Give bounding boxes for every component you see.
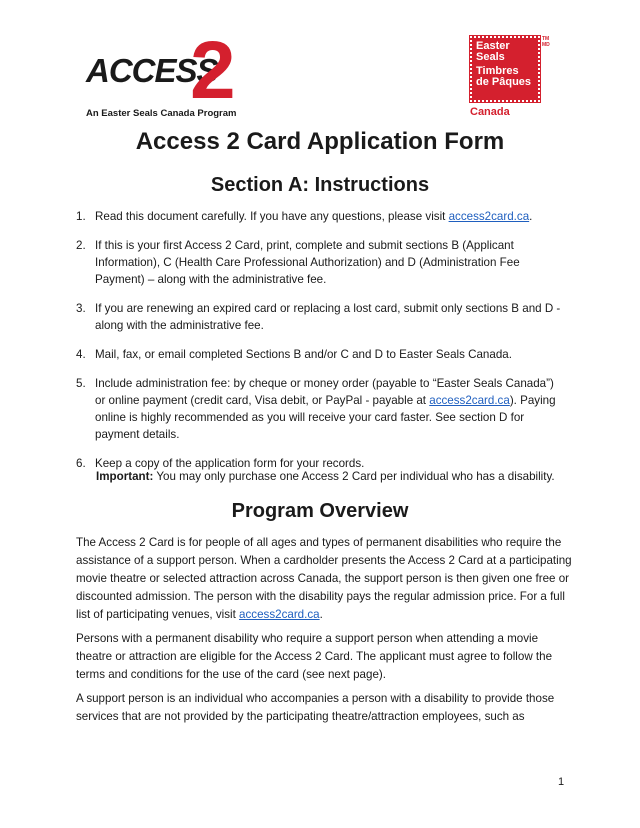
- overview-paragraph-2: Persons with a permanent disability who require a support person when attending a movie theatre or attraction are eligible for the Access 2 Card. The applicant must agree to follow the terms and conditions for the use of the card (see next page).: [76, 632, 553, 681]
- list-item: 2. If this is your first Access 2 Card, print, complete and submit sections B (Applicant Information), C (Health Care Professional Authorization) and D (Administration Fee Payment) – along with the administrative fee.: [76, 239, 520, 286]
- access2card-link[interactable]: access2card.ca: [429, 394, 510, 407]
- section-a-heading: Section A: Instructions: [210, 174, 430, 196]
- overview-paragraph-1: The Access 2 Card is for people of all ages and types of permanent disabilities who require the assistance of a support person. When a cardholder presents the Access 2 Card at a participating movie theatre or selected attraction across Canada, the support person is then given one free or discounted admission. The person with the disability pays the regular admission price. For a full list of participating venues, visit access2card.ca.: [76, 536, 572, 621]
- access2-logo: [86, 25, 246, 122]
- list-item: 5. Include administration fee: by cheque or money order (payable to “Easter Seals Canada”) or online payment (credit card, Visa debit, or PayPal - payable at access2card.ca). Paying online is highly recommended as you will receive your card faster. See section D for payment details.: [76, 377, 556, 441]
- list-item: 3. If you are renewing an expired card or replacing a lost card, submit only sections B and D - along with the administrative fee.: [76, 302, 561, 332]
- list-item: 1. Read this document carefully. If you have any questions, please visit access2card.ca.: [76, 210, 533, 223]
- overview-paragraph-3: A support person is an individual who accompanies a person with a disability to provide those services that are not provided by the participating theatre/attraction employees, such as: [76, 692, 555, 723]
- access2-logo-number: 2: [190, 25, 236, 116]
- list-item: 4. Mail, fax, or email completed Sections B and/or C and D to Easter Seals Canada.: [76, 348, 512, 361]
- program-overview-heading: Program Overview: [231, 500, 409, 522]
- access2-logo-word: ACCESS: [86, 52, 218, 89]
- easter-seals-canada: Canada: [470, 106, 510, 118]
- access2-logo-tagline: An Easter Seals Canada Program: [86, 108, 237, 119]
- access2card-link[interactable]: access2card.ca: [448, 210, 530, 223]
- instructions-list: [76, 208, 566, 484]
- list-item: 6. Keep a copy of the application form for your records.: [76, 457, 365, 470]
- important-label: Important:: [96, 470, 154, 483]
- easter-seals-logo: [470, 36, 554, 122]
- page-number: 1: [558, 776, 565, 788]
- page-title: Access 2 Card Application Form: [135, 128, 505, 155]
- important-text: You may only purchase one Access 2 Card per individual who has a disability.: [153, 470, 555, 483]
- important-note: [96, 468, 596, 485]
- access2card-link[interactable]: access2card.ca: [239, 608, 320, 621]
- easter-seals-logo-box: Easter Seals Timbres de Pâques: [470, 36, 540, 102]
- easter-seals-trademark: TM MD: [542, 36, 550, 48]
